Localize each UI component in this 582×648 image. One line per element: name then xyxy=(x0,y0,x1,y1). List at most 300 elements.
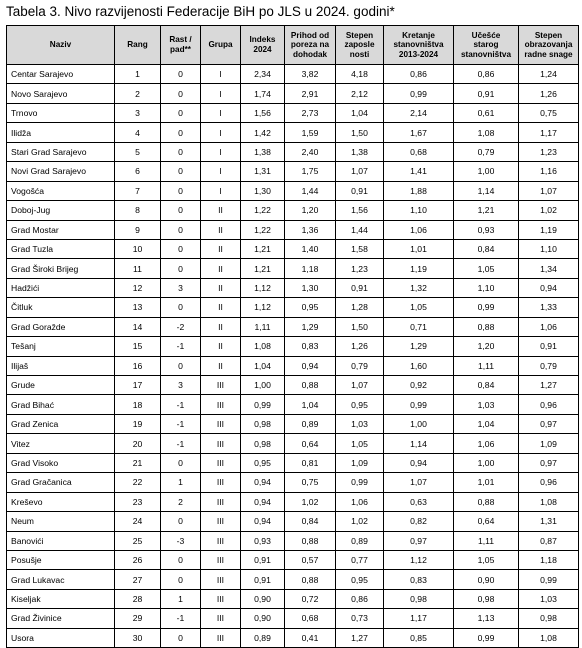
cell-grupa: II xyxy=(201,220,241,239)
cell-indeks: 1,00 xyxy=(241,376,285,395)
cell-ucesce: 1,04 xyxy=(454,414,519,433)
cell-rang: 5 xyxy=(115,142,161,161)
cell-zaposlenost: 0,99 xyxy=(336,473,384,492)
cell-grupa: II xyxy=(201,239,241,258)
header-indeks: Indeks 2024 xyxy=(241,26,285,65)
cell-prihod: 2,91 xyxy=(285,84,336,103)
cell-rang: 12 xyxy=(115,278,161,297)
cell-prihod: 0,57 xyxy=(285,550,336,569)
cell-rast-pad: -1 xyxy=(161,609,201,628)
cell-naziv: Grad Mostar xyxy=(7,220,115,239)
cell-rast-pad: -1 xyxy=(161,337,201,356)
cell-prihod: 1,20 xyxy=(285,201,336,220)
cell-ucesce: 0,93 xyxy=(454,220,519,239)
cell-grupa: II xyxy=(201,317,241,336)
table-row xyxy=(7,84,579,103)
cell-indeks: 0,95 xyxy=(241,453,285,472)
cell-rang: 15 xyxy=(115,337,161,356)
cell-zaposlenost: 2,12 xyxy=(336,84,384,103)
cell-prihod: 0,41 xyxy=(285,628,336,647)
cell-rast-pad: 0 xyxy=(161,570,201,589)
cell-zaposlenost: 1,09 xyxy=(336,453,384,472)
cell-rang: 4 xyxy=(115,123,161,142)
table-row xyxy=(7,317,579,336)
cell-prihod: 0,88 xyxy=(285,531,336,550)
table-row xyxy=(7,356,579,375)
cell-zaposlenost: 0,89 xyxy=(336,531,384,550)
cell-kretanje: 0,99 xyxy=(384,84,454,103)
cell-grupa: III xyxy=(201,550,241,569)
cell-kretanje: 1,06 xyxy=(384,220,454,239)
cell-naziv: Doboj-Jug xyxy=(7,201,115,220)
cell-ucesce: 0,79 xyxy=(454,142,519,161)
cell-rast-pad: 0 xyxy=(161,298,201,317)
cell-indeks: 1,11 xyxy=(241,317,285,336)
cell-zaposlenost: 0,86 xyxy=(336,589,384,608)
cell-obrazovanje: 0,96 xyxy=(519,473,579,492)
cell-rang: 29 xyxy=(115,609,161,628)
cell-ucesce: 0,91 xyxy=(454,84,519,103)
cell-indeks: 1,21 xyxy=(241,239,285,258)
table-row xyxy=(7,512,579,531)
cell-rast-pad: 0 xyxy=(161,220,201,239)
cell-naziv: Grad Zenica xyxy=(7,414,115,433)
cell-zaposlenost: 1,56 xyxy=(336,201,384,220)
cell-ucesce: 0,88 xyxy=(454,317,519,336)
cell-kretanje: 1,05 xyxy=(384,298,454,317)
table-row xyxy=(7,531,579,550)
table-row xyxy=(7,239,579,258)
cell-kretanje: 1,32 xyxy=(384,278,454,297)
cell-naziv: Grad Gračanica xyxy=(7,473,115,492)
header-obrazovanje: Stepen obrazovanja radne snage xyxy=(519,26,579,65)
cell-rast-pad: 0 xyxy=(161,512,201,531)
cell-zaposlenost: 1,38 xyxy=(336,142,384,161)
header-rast-pad: Rast / pad** xyxy=(161,26,201,65)
cell-grupa: III xyxy=(201,473,241,492)
cell-rast-pad: 0 xyxy=(161,84,201,103)
cell-rang: 11 xyxy=(115,259,161,278)
cell-rast-pad: -1 xyxy=(161,434,201,453)
cell-ucesce: 1,00 xyxy=(454,162,519,181)
cell-rang: 8 xyxy=(115,201,161,220)
cell-obrazovanje: 1,19 xyxy=(519,220,579,239)
cell-grupa: III xyxy=(201,531,241,550)
cell-prihod: 1,02 xyxy=(285,492,336,511)
cell-rast-pad: -1 xyxy=(161,395,201,414)
table-row xyxy=(7,395,579,414)
cell-obrazovanje: 1,03 xyxy=(519,589,579,608)
cell-kretanje: 1,07 xyxy=(384,473,454,492)
cell-zaposlenost: 1,07 xyxy=(336,162,384,181)
cell-obrazovanje: 1,02 xyxy=(519,201,579,220)
cell-prihod: 1,18 xyxy=(285,259,336,278)
cell-rang: 30 xyxy=(115,628,161,647)
cell-indeks: 1,12 xyxy=(241,278,285,297)
cell-obrazovanje: 0,98 xyxy=(519,609,579,628)
cell-indeks: 1,38 xyxy=(241,142,285,161)
header-zaposlenost: Stepen zaposle nosti xyxy=(336,26,384,65)
cell-zaposlenost: 1,06 xyxy=(336,492,384,511)
cell-ucesce: 1,06 xyxy=(454,434,519,453)
cell-kretanje: 0,68 xyxy=(384,142,454,161)
cell-indeks: 0,90 xyxy=(241,589,285,608)
cell-ucesce: 1,13 xyxy=(454,609,519,628)
cell-rang: 22 xyxy=(115,473,161,492)
cell-grupa: III xyxy=(201,589,241,608)
cell-kretanje: 0,97 xyxy=(384,531,454,550)
cell-kretanje: 1,14 xyxy=(384,434,454,453)
cell-naziv: Trnovo xyxy=(7,103,115,122)
cell-obrazovanje: 1,26 xyxy=(519,84,579,103)
cell-kretanje: 1,67 xyxy=(384,123,454,142)
cell-grupa: I xyxy=(201,142,241,161)
table-row xyxy=(7,434,579,453)
cell-rast-pad: 2 xyxy=(161,492,201,511)
cell-kretanje: 1,00 xyxy=(384,414,454,433)
cell-zaposlenost: 1,44 xyxy=(336,220,384,239)
cell-zaposlenost: 0,95 xyxy=(336,395,384,414)
cell-obrazovanje: 0,99 xyxy=(519,570,579,589)
cell-prihod: 1,36 xyxy=(285,220,336,239)
cell-naziv: Grad Živinice xyxy=(7,609,115,628)
cell-indeks: 1,31 xyxy=(241,162,285,181)
cell-prihod: 3,82 xyxy=(285,65,336,84)
cell-rang: 16 xyxy=(115,356,161,375)
cell-indeks: 0,98 xyxy=(241,434,285,453)
cell-rang: 28 xyxy=(115,589,161,608)
cell-indeks: 0,99 xyxy=(241,395,285,414)
cell-rast-pad: 1 xyxy=(161,473,201,492)
cell-obrazovanje: 0,94 xyxy=(519,278,579,297)
cell-kretanje: 0,98 xyxy=(384,589,454,608)
cell-obrazovanje: 0,97 xyxy=(519,453,579,472)
cell-indeks: 0,93 xyxy=(241,531,285,550)
cell-grupa: I xyxy=(201,84,241,103)
cell-grupa: III xyxy=(201,492,241,511)
cell-ucesce: 1,00 xyxy=(454,453,519,472)
table-row xyxy=(7,570,579,589)
cell-indeks: 1,21 xyxy=(241,259,285,278)
cell-prihod: 0,83 xyxy=(285,337,336,356)
table-row xyxy=(7,628,579,647)
cell-kretanje: 0,82 xyxy=(384,512,454,531)
cell-zaposlenost: 0,91 xyxy=(336,181,384,200)
cell-prihod: 0,88 xyxy=(285,376,336,395)
cell-zaposlenost: 1,50 xyxy=(336,123,384,142)
cell-obrazovanje: 1,16 xyxy=(519,162,579,181)
cell-zaposlenost: 1,58 xyxy=(336,239,384,258)
development-table xyxy=(6,25,579,648)
cell-zaposlenost: 1,28 xyxy=(336,298,384,317)
cell-obrazovanje: 1,07 xyxy=(519,181,579,200)
cell-obrazovanje: 1,33 xyxy=(519,298,579,317)
cell-grupa: II xyxy=(201,298,241,317)
cell-kretanje: 0,83 xyxy=(384,570,454,589)
table-row xyxy=(7,414,579,433)
cell-indeks: 1,08 xyxy=(241,337,285,356)
cell-rang: 13 xyxy=(115,298,161,317)
cell-rast-pad: 0 xyxy=(161,162,201,181)
cell-ucesce: 0,64 xyxy=(454,512,519,531)
cell-prihod: 1,40 xyxy=(285,239,336,258)
cell-ucesce: 0,99 xyxy=(454,298,519,317)
cell-zaposlenost: 1,03 xyxy=(336,414,384,433)
cell-rang: 25 xyxy=(115,531,161,550)
cell-kretanje: 0,63 xyxy=(384,492,454,511)
cell-ucesce: 1,11 xyxy=(454,356,519,375)
cell-grupa: III xyxy=(201,434,241,453)
cell-kretanje: 0,71 xyxy=(384,317,454,336)
cell-ucesce: 1,03 xyxy=(454,395,519,414)
cell-ucesce: 1,08 xyxy=(454,123,519,142)
cell-obrazovanje: 1,10 xyxy=(519,239,579,258)
cell-indeks: 0,94 xyxy=(241,512,285,531)
cell-rang: 14 xyxy=(115,317,161,336)
cell-obrazovanje: 1,17 xyxy=(519,123,579,142)
cell-prihod: 0,64 xyxy=(285,434,336,453)
cell-rang: 9 xyxy=(115,220,161,239)
table-caption: Tabela 3. Nivo razvijenosti Federacije BiH po JLS u 2024. godini* xyxy=(6,4,395,19)
cell-obrazovanje: 1,23 xyxy=(519,142,579,161)
cell-grupa: I xyxy=(201,123,241,142)
cell-indeks: 1,04 xyxy=(241,356,285,375)
table-row xyxy=(7,220,579,239)
cell-zaposlenost: 0,73 xyxy=(336,609,384,628)
table-row xyxy=(7,103,579,122)
cell-indeks: 1,22 xyxy=(241,220,285,239)
cell-indeks: 1,30 xyxy=(241,181,285,200)
cell-naziv: Kiseljak xyxy=(7,589,115,608)
cell-ucesce: 1,14 xyxy=(454,181,519,200)
cell-kretanje: 1,10 xyxy=(384,201,454,220)
cell-indeks: 0,94 xyxy=(241,492,285,511)
cell-naziv: Ilijaš xyxy=(7,356,115,375)
cell-kretanje: 2,14 xyxy=(384,103,454,122)
cell-ucesce: 1,11 xyxy=(454,531,519,550)
cell-obrazovanje: 1,09 xyxy=(519,434,579,453)
cell-rang: 3 xyxy=(115,103,161,122)
cell-kretanje: 0,92 xyxy=(384,376,454,395)
cell-grupa: III xyxy=(201,395,241,414)
cell-prihod: 0,94 xyxy=(285,356,336,375)
cell-rang: 18 xyxy=(115,395,161,414)
cell-naziv: Neum xyxy=(7,512,115,531)
cell-kretanje: 1,19 xyxy=(384,259,454,278)
header-rang: Rang xyxy=(115,26,161,65)
cell-prihod: 0,89 xyxy=(285,414,336,433)
cell-rang: 23 xyxy=(115,492,161,511)
table-row xyxy=(7,162,579,181)
cell-prihod: 2,40 xyxy=(285,142,336,161)
cell-ucesce: 1,05 xyxy=(454,259,519,278)
table-row xyxy=(7,473,579,492)
cell-naziv: Ilidža xyxy=(7,123,115,142)
cell-kretanje: 1,17 xyxy=(384,609,454,628)
cell-indeks: 0,98 xyxy=(241,414,285,433)
cell-rang: 20 xyxy=(115,434,161,453)
cell-rast-pad: 0 xyxy=(161,550,201,569)
cell-naziv: Grude xyxy=(7,376,115,395)
cell-obrazovanje: 1,08 xyxy=(519,492,579,511)
cell-zaposlenost: 1,27 xyxy=(336,628,384,647)
table-row xyxy=(7,142,579,161)
cell-indeks: 1,74 xyxy=(241,84,285,103)
cell-naziv: Novo Sarajevo xyxy=(7,84,115,103)
cell-rast-pad: 0 xyxy=(161,123,201,142)
cell-grupa: I xyxy=(201,162,241,181)
cell-kretanje: 0,99 xyxy=(384,395,454,414)
cell-naziv: Grad Goražde xyxy=(7,317,115,336)
cell-ucesce: 0,84 xyxy=(454,376,519,395)
cell-rast-pad: 0 xyxy=(161,201,201,220)
cell-zaposlenost: 1,26 xyxy=(336,337,384,356)
cell-kretanje: 1,12 xyxy=(384,550,454,569)
cell-ucesce: 0,86 xyxy=(454,65,519,84)
cell-grupa: III xyxy=(201,414,241,433)
cell-ucesce: 1,01 xyxy=(454,473,519,492)
cell-indeks: 0,91 xyxy=(241,570,285,589)
cell-zaposlenost: 0,79 xyxy=(336,356,384,375)
cell-kretanje: 0,94 xyxy=(384,453,454,472)
cell-indeks: 0,91 xyxy=(241,550,285,569)
cell-grupa: III xyxy=(201,376,241,395)
cell-grupa: III xyxy=(201,512,241,531)
cell-prihod: 0,81 xyxy=(285,453,336,472)
cell-ucesce: 0,84 xyxy=(454,239,519,258)
cell-naziv: Grad Široki Brijeg xyxy=(7,259,115,278)
cell-kretanje: 1,29 xyxy=(384,337,454,356)
cell-grupa: III xyxy=(201,609,241,628)
cell-grupa: III xyxy=(201,453,241,472)
cell-rang: 21 xyxy=(115,453,161,472)
table-row xyxy=(7,550,579,569)
cell-prihod: 0,84 xyxy=(285,512,336,531)
cell-indeks: 1,12 xyxy=(241,298,285,317)
cell-zaposlenost: 1,02 xyxy=(336,512,384,531)
cell-ucesce: 0,98 xyxy=(454,589,519,608)
cell-grupa: II xyxy=(201,278,241,297)
cell-rang: 26 xyxy=(115,550,161,569)
cell-rang: 6 xyxy=(115,162,161,181)
table-row xyxy=(7,453,579,472)
cell-ucesce: 0,99 xyxy=(454,628,519,647)
cell-obrazovanje: 0,79 xyxy=(519,356,579,375)
cell-ucesce: 0,88 xyxy=(454,492,519,511)
header-naziv: Naziv xyxy=(7,26,115,65)
cell-naziv: Grad Bihać xyxy=(7,395,115,414)
cell-naziv: Grad Tuzla xyxy=(7,239,115,258)
cell-zaposlenost: 0,95 xyxy=(336,570,384,589)
cell-naziv: Tešanj xyxy=(7,337,115,356)
cell-grupa: II xyxy=(201,201,241,220)
cell-rast-pad: 0 xyxy=(161,628,201,647)
cell-rast-pad: 0 xyxy=(161,453,201,472)
cell-naziv: Novi Grad Sarajevo xyxy=(7,162,115,181)
cell-grupa: I xyxy=(201,103,241,122)
cell-grupa: II xyxy=(201,337,241,356)
table-row xyxy=(7,65,579,84)
table-row xyxy=(7,278,579,297)
cell-obrazovanje: 1,31 xyxy=(519,512,579,531)
cell-obrazovanje: 1,06 xyxy=(519,317,579,336)
cell-obrazovanje: 1,18 xyxy=(519,550,579,569)
cell-rast-pad: 0 xyxy=(161,65,201,84)
cell-kretanje: 1,60 xyxy=(384,356,454,375)
cell-rast-pad: -3 xyxy=(161,531,201,550)
cell-rast-pad: 0 xyxy=(161,356,201,375)
cell-obrazovanje: 0,75 xyxy=(519,103,579,122)
table-row xyxy=(7,609,579,628)
cell-obrazovanje: 1,24 xyxy=(519,65,579,84)
cell-zaposlenost: 1,04 xyxy=(336,103,384,122)
cell-prihod: 1,44 xyxy=(285,181,336,200)
cell-ucesce: 1,20 xyxy=(454,337,519,356)
cell-prihod: 1,29 xyxy=(285,317,336,336)
cell-naziv: Banovići xyxy=(7,531,115,550)
cell-grupa: III xyxy=(201,628,241,647)
table-row xyxy=(7,123,579,142)
cell-ucesce: 1,05 xyxy=(454,550,519,569)
cell-prihod: 0,95 xyxy=(285,298,336,317)
cell-naziv: Posušje xyxy=(7,550,115,569)
header-kretanje: Kretanje stanovništva 2013-2024 xyxy=(384,26,454,65)
table-row xyxy=(7,337,579,356)
table-row xyxy=(7,201,579,220)
cell-kretanje: 0,86 xyxy=(384,65,454,84)
cell-grupa: III xyxy=(201,570,241,589)
cell-prihod: 0,88 xyxy=(285,570,336,589)
cell-rang: 10 xyxy=(115,239,161,258)
header-grupa: Grupa xyxy=(201,26,241,65)
cell-prihod: 2,73 xyxy=(285,103,336,122)
cell-zaposlenost: 1,23 xyxy=(336,259,384,278)
cell-ucesce: 0,61 xyxy=(454,103,519,122)
cell-naziv: Kreševo xyxy=(7,492,115,511)
cell-zaposlenost: 0,91 xyxy=(336,278,384,297)
cell-rang: 27 xyxy=(115,570,161,589)
cell-kretanje: 1,01 xyxy=(384,239,454,258)
table-header-row xyxy=(7,26,579,65)
table-row xyxy=(7,259,579,278)
cell-rast-pad: 3 xyxy=(161,376,201,395)
table-row xyxy=(7,298,579,317)
cell-rast-pad: 0 xyxy=(161,103,201,122)
cell-naziv: Vitez xyxy=(7,434,115,453)
cell-obrazovanje: 0,87 xyxy=(519,531,579,550)
table-row xyxy=(7,181,579,200)
cell-naziv: Vogošća xyxy=(7,181,115,200)
cell-rast-pad: 0 xyxy=(161,259,201,278)
cell-grupa: I xyxy=(201,181,241,200)
cell-naziv: Hadžići xyxy=(7,278,115,297)
cell-naziv: Grad Lukavac xyxy=(7,570,115,589)
header-ucesce: Učešće starog stanovništva xyxy=(454,26,519,65)
cell-indeks: 2,34 xyxy=(241,65,285,84)
table-row xyxy=(7,589,579,608)
cell-ucesce: 1,10 xyxy=(454,278,519,297)
cell-naziv: Usora xyxy=(7,628,115,647)
cell-prihod: 1,59 xyxy=(285,123,336,142)
cell-prihod: 1,30 xyxy=(285,278,336,297)
cell-indeks: 1,42 xyxy=(241,123,285,142)
cell-zaposlenost: 1,07 xyxy=(336,376,384,395)
cell-kretanje: 0,85 xyxy=(384,628,454,647)
cell-obrazovanje: 1,34 xyxy=(519,259,579,278)
cell-rang: 1 xyxy=(115,65,161,84)
cell-zaposlenost: 0,77 xyxy=(336,550,384,569)
cell-rast-pad: -1 xyxy=(161,414,201,433)
